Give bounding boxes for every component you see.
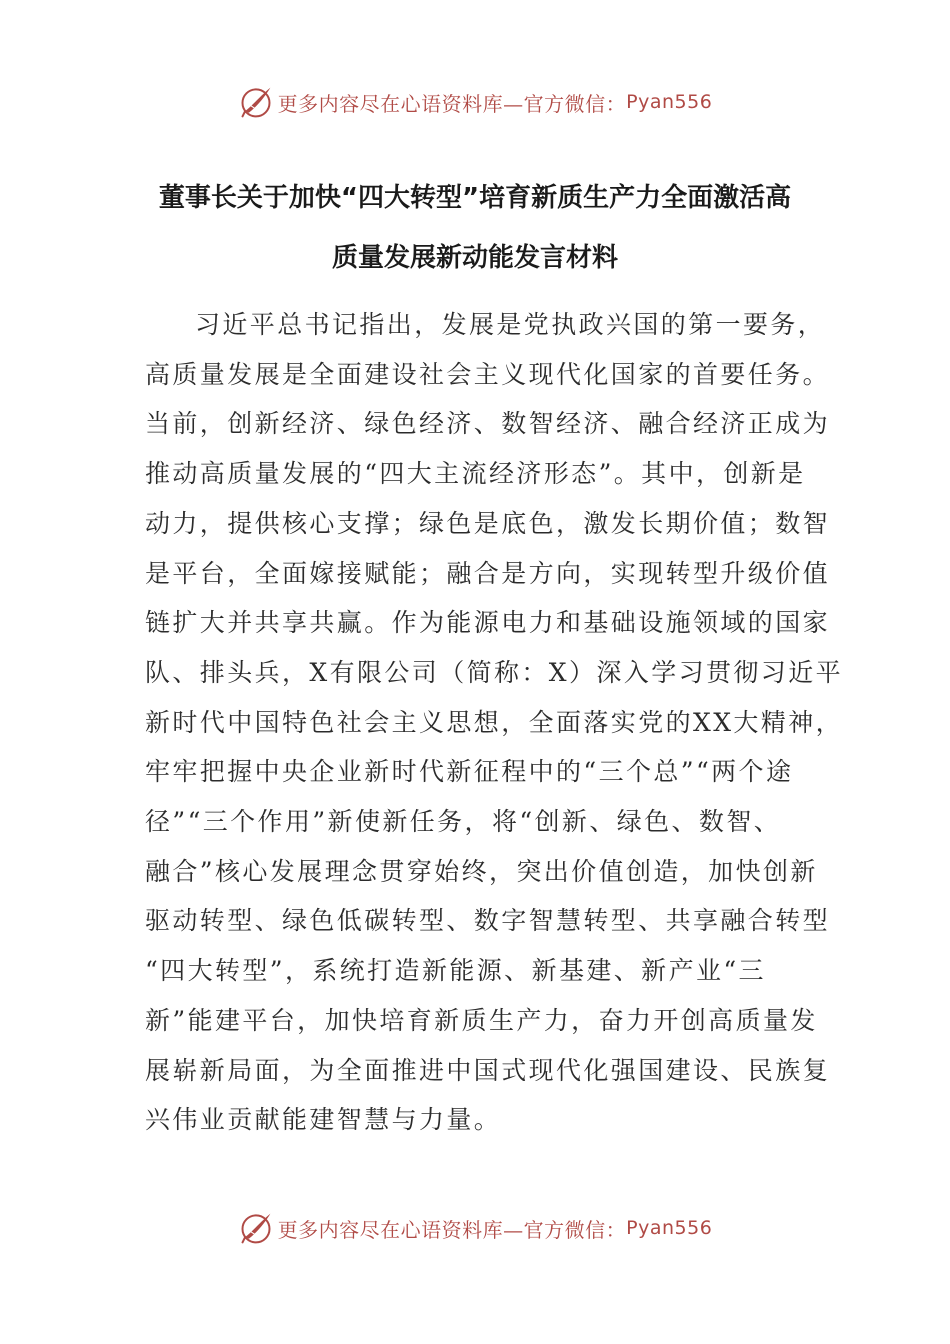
paragraph-line: 当前，创新经济、绿色经济、数智经济、融合经济正成为	[145, 409, 831, 439]
paragraph-line: “四大转型”，系统打造新能源、新基建、新产业“三	[145, 956, 766, 986]
title-line: 董事长关于加快“四大转型”培育新质生产力全面激活高	[158, 183, 792, 213]
quill-pen-logo-icon	[238, 1210, 274, 1246]
document-title	[100, 168, 850, 288]
wechat-id: Pyan556	[626, 1217, 713, 1239]
paragraph-line: 高质量发展是全面建设社会主义现代化国家的首要任务。	[145, 359, 831, 389]
banner-text: 更多内容尽在心语资料库—官方微信：	[277, 91, 627, 116]
paragraph-line: 是平台，全面嫁接赋能；融合是方向，实现转型升级价值	[145, 558, 831, 588]
title-line: 质量发展新动能发言材料	[331, 243, 618, 273]
paragraph-line: 队、排头兵，X有限公司（简称：X）深入学习贯彻习近平	[145, 657, 843, 687]
paragraph-line: 展崭新局面，为全面推进中国式现代化强国建设、民族复	[145, 1055, 831, 1085]
quill-pen-logo-icon	[238, 84, 274, 120]
paragraph-line: 径”“三个作用”新使新任务，将“创新、绿色、数智、	[145, 807, 782, 837]
paragraph-line: 推动高质量发展的“四大主流经济形态”。其中，创新是	[145, 459, 806, 489]
header-watermark-banner	[0, 80, 950, 124]
banner-text: 更多内容尽在心语资料库—官方微信：	[277, 1217, 627, 1242]
paragraph-line: 链扩大并共享共赢。作为能源电力和基础设施领域的国家	[145, 608, 831, 638]
paragraph-line: 驱动转型、绿色低碳转型、数字智慧转型、共享融合转型	[145, 906, 831, 936]
paragraph-line: 新时代中国特色社会主义思想，全面落实党的XX大精神，	[145, 707, 843, 737]
paragraph-line: 习近平总书记指出，发展是党执政兴国的第一要务，	[195, 310, 826, 339]
wechat-id: Pyan556	[626, 91, 713, 113]
paragraph-line: 动力，提供核心支撑；绿色是底色，激发长期价值；数智	[145, 508, 831, 538]
footer-watermark-banner	[0, 1206, 950, 1250]
paragraph-line: 新”能建平台，加快培育新质生产力，奋力开创高质量发	[145, 1005, 818, 1035]
paragraph-line: 兴伟业贡献能建智慧与力量。	[145, 1105, 502, 1135]
paragraph-line: 融合”核心发展理念贯穿始终，突出价值创造，加快创新	[145, 856, 818, 886]
body-paragraph	[145, 300, 843, 1145]
paragraph-line: 牢牢把握中央企业新时代新征程中的“三个总”“两个途	[145, 757, 794, 787]
